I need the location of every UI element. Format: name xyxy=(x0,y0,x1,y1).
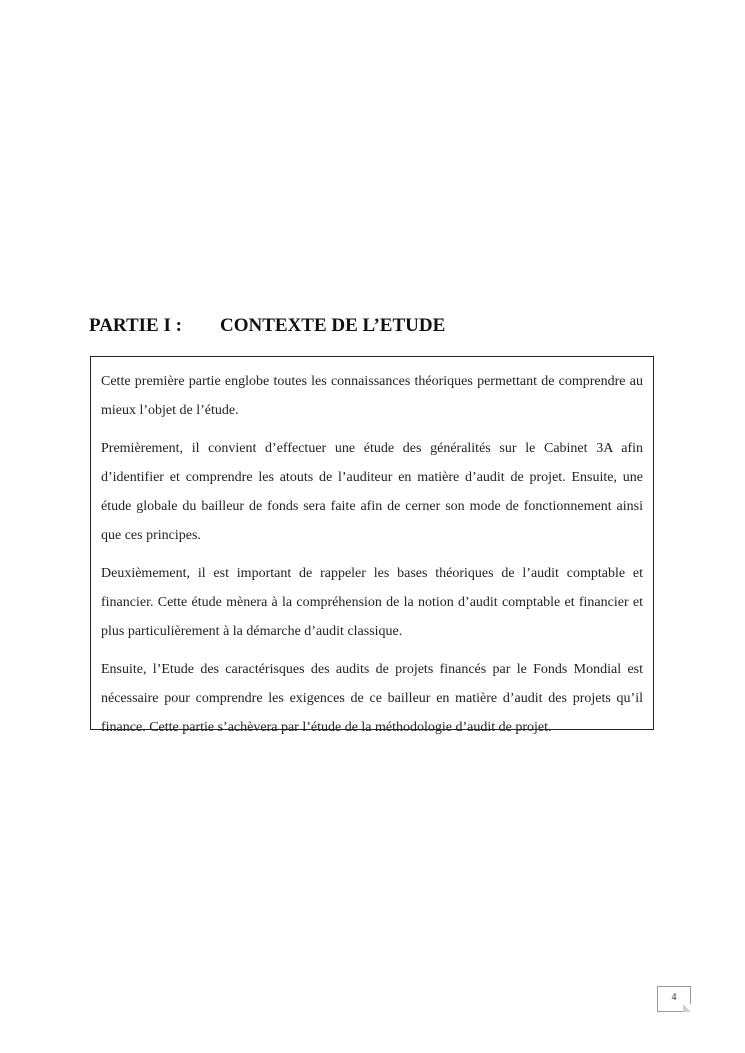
page-number: 4 xyxy=(671,992,677,1003)
page-fold-icon xyxy=(683,1004,691,1012)
part-label: PARTIE I : xyxy=(89,315,182,336)
paragraph-third: Ensuite, l’Etude des caractérisques des audits de projets financés par le Fonds Mondial est nécessaire pour comprendre les exigences de ce bailleur en matière d’audit des projets qu’il finance. Cette partie s’achèvera par l’étude de la méthodologie d’audit de projet. xyxy=(101,662,643,735)
page-number-badge xyxy=(657,986,691,1012)
paragraph-second: Deuxièmement, il est important de rappeler les bases théoriques de l’audit comptable et financier. Cette étude mènera à la compréhension de la notion d’audit comptable et financier et plus particulièrement à la démarche d’audit classique. xyxy=(101,566,643,639)
paragraph-first: Premièrement, il convient d’effectuer une étude des généralités sur le Cabinet 3A afin d’identifier et comprendre les atouts de l’auditeur en matière d’audit de projet. Ensuite, une étude globale du bailleur de fonds sera faite afin de cerner son mode de fonctionnement ainsi que ces principes. xyxy=(101,441,643,543)
section-heading xyxy=(89,315,445,337)
paragraph-intro: Cette première partie englobe toutes les connaissances théoriques permettant de comprendre au mieux l’objet de l’étude. xyxy=(101,374,643,418)
section-title: CONTEXTE DE L’ETUDE xyxy=(220,315,446,336)
summary-box xyxy=(90,356,654,735)
